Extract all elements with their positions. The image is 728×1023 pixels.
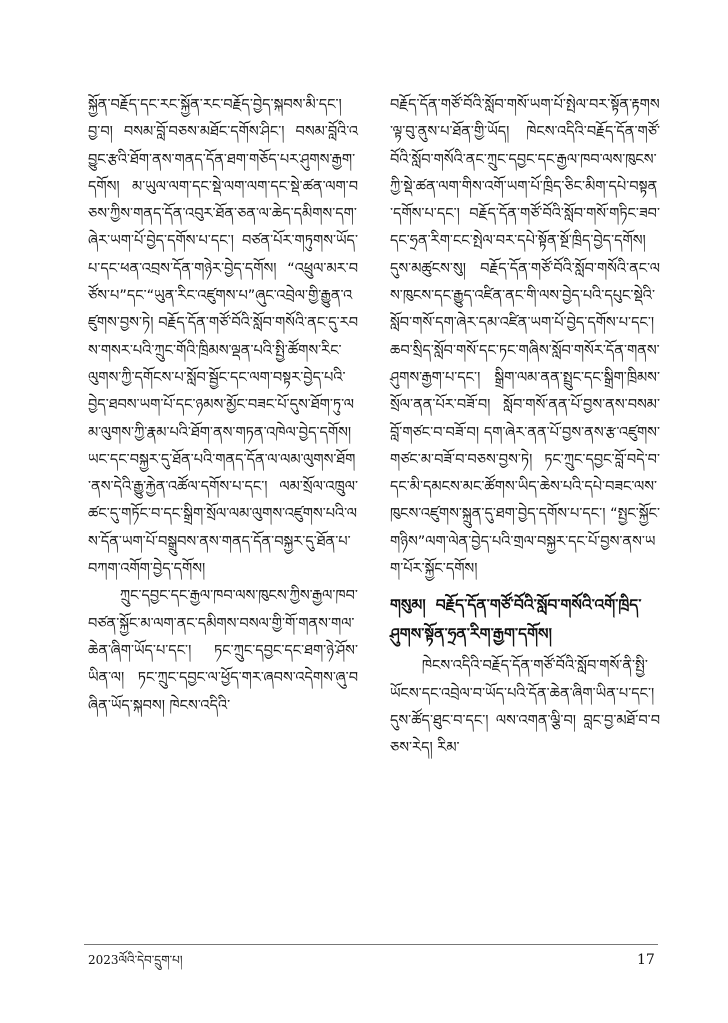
paragraph: སྐྱོན་བརྗོད་དང་རང་སྐྱོན་རང་བརྗོད་བྱེད་སྐབས་མི་དང་། བྱ་བ། བསམ་བློ་བཅས་མཐོང་དགོས་ཤིང་། བསམ་བློའི་འབྱུང་རྩའི་ཐོག་ནས་གནད་དོན་ཐག་གཅོད་པར་ཤུགས་རྒྱག་དགོས། མ་ཡུལ་ལག་དང་སྡེ་ལག་ལག་དང་སྡེ་ཚན་ལག་བཅས་ཀྱིས་གནད་དོན་འབུར་ཐོན་ཅན་ལ་ཆེད་དམིགས་དག་ཞེར་ཡག་པོ་བྱེད་དགོས་པ་དང་། བཙན་པོར་གཏུགས་ཡོད་པ་དང་ཕན་འབྲས་དོན་གཉེར་བྱེད་དགོས། “འཕྲུལ་མར་བཙོས་པ”དང་“ཡུན་རིང་འཛུགས་པ”ཞུང་འབྲེལ་གྱི་རྒྱུན་འཛུགས་བྱས་ཏེ། བརྗོད་དོན་གཙོ་བོའི་སློབ་གསོའི་ནང་དུ་རབས་གསར་པའི་ཀྲུང་གོའི་ཁྲིམས་ལྡན་པའི་སྤྱི་ཚོགས་རིང་ལུགས་ཀྱི་དགོངས་པ་སློབ་སྦྱོང་དང་ལག་བསྟར་བྱེད་པའི་བྱེད་ཐབས་ཡག་པོ་དང་ཉམས་མྱོང་བཟང་པོ་དུས་ཐོག་ཏུ་ལམ་ལུགས་ཀྱི་རྣམ་པའི་ཐོག་ནས་གཏན་འཁེལ་བྱེད་དགོས། ཡང་དང་བསྐྱར་དུ་ཐོན་པའི་གནད་དོན་ལ་ལམ་ལུགས་ཐོག་ནས་དེའི་རྒྱུ་རྐྱེན་འཚོལ་དགོས་པ་དང་། ལམ་སྲོལ་འཁྲུལ་ཚང་དུ་གཏོང་བ་དང་སྒྲིག་སྲོལ་ལམ་ལུགས་འཛུགས་པའི་ལས་དོན་ཡག་པོ་བསྒྲུབས་ནས་གནད་དོན་བསྐྱར་དུ་ཐོན་པ་བཀག་འགོག་བྱེད་དགོས། xyxy=(88,97,358,578)
paragraph: བརྗོད་དོན་གཙོ་བོའི་སློབ་གསོ་ཡག་པོ་སྤེལ་བར་སྟོན་རྟགས་ལྟ་བུ་ནུས་པ་ཐོན་གྱི་ཡོད། ཁེངས་འདིའི་བརྗོད་དོན་གཙོ་བོའི་སློབ་གསོའི་ནང་ཀྲུང་དབྱང་དང་རྒྱལ་ཁབ་ལས་ཁུངས་ཀྱི་སྡེ་ཚན་ལག་གིས་འགོ་ཡག་པོ་ཁྲིད་ཅིང་མིག་དཔེ་བསྟན་དགོས་པ་དང་། བརྗོད་དོན་གཙོ་བོའི་སློབ་གསོ་གཏིང་ཟབ་དང་ཧྲན་རིག་ངང་སྤེལ་བར་དཔེ་སྟོན་སྔོ་ཁྲིད་བྱེད་དགོས། དུས་མཚུངས་སུ། བརྗོད་དོན་གཙོ་བོའི་སློབ་གསོའི་ནང་ལས་ཁུངས་དང་རྒྱུད་འཛིན་ནང་གི་ལས་བྱེད་པའི་དཔུང་སྡེའི་སློབ་གསོ་དག་ཞེར་དམ་འཛིན་ཡག་པོ་བྱེད་དགོས་པ་དང་། ཆབ་སྲིད་སློབ་གསོ་དང་ཏང་གཞིས་སློབ་གསོར་དོན་གནས་ཤུགས་རྒྱག་པ་དང་། སྒྲིག་ལམ་ནན་སྤྲུང་དང་སྒྲིག་ཁྲིམས་སྲོལ་ནན་པོར་བཟོ་བ། སློབ་གསོ་ནན་པོ་བྱས་ནས་བསམ་བློ་གཙང་བ་བཟོ་བ། དག་ཞེར་ནན་པོ་བྱས་ནས་རྩ་འཛུགས་གཙང་མ་བཟོ་བ་བཅས་བྱས་ཏེ། ཏང་ཀྲུང་དབྱང་བློ་བདེ་བ་དང་མི་དམངས་མང་ཚོགས་ཡིད་ཆེས་པའི་དཔེ་བཟང་ལས་ཁུངས་འཛུགས་སྐྲུན་དུ་ཐག་བྱེད་དགོས་པ་དང་། “སྤྱང་སྐྱོང་གཉིས”ལག་ལེན་བྱེད་པའི་གྲལ་བསྐྱར་དང་པོ་བྱས་ནས་ཡག་པོར་སྐྱོང་དགོས། xyxy=(390,97,660,578)
section-title: བརྗོད་དོན་གཙོ་བོའི་སློབ་གསོའི་འགོ་ཁྲིད་ཤུགས་སྟོན་ཧྲན་རིག་རྒྱག་དགོས། xyxy=(390,596,642,644)
left-column xyxy=(88,92,358,720)
issue-label: 2023ལོའི་དེབ་དྲུག་པ། xyxy=(88,953,183,967)
paragraph: ཀྲུང་དབྱང་དང་རྒྱལ་ཁབ་ལས་ཁུངས་ཀྱིས་རྒྱལ་ཁབ་བཙན་སྐྱོང་མ་ལག་ནང་དམིགས་བསལ་གྱི་གོ་གནས་གལ་ཆེན་ཞིག་ཡོད་པ་དང་། ཏང་ཀྲུང་དབྱང་དང་ཐག་ཉེ་ཤོས་ཡིན་ལ། ཏང་ཀྲུང་དབྱང་ལ་ཕྱོད་གར་ཞབས་འདེགས་ཞུ་བཞིན་ཡོད་སྐབས། ཁེངས་འདིའི་ xyxy=(88,588,358,714)
section-heading xyxy=(390,591,660,649)
page-number: 17 xyxy=(637,952,655,968)
footer-divider xyxy=(84,944,658,945)
paragraph: ཁེངས་འདིའི་བརྗོད་དོན་གཙོ་བོའི་སློབ་གསོ་ནི་སྤྱི་ཡོངས་དང་འབྲེལ་བ་ཡོད་པའི་དོན་ཆེན་ཞིག་ཡིན་པ་དང་། དུས་ཚོད་ཐུང་བ་དང་། ལས་འགན་ལྕི་བ། བླང་བྱ་མཐོ་བ་བཅས་རེད། རིམ་ xyxy=(390,658,660,757)
section-number: གསུམ། xyxy=(390,596,426,615)
right-column xyxy=(390,92,660,763)
